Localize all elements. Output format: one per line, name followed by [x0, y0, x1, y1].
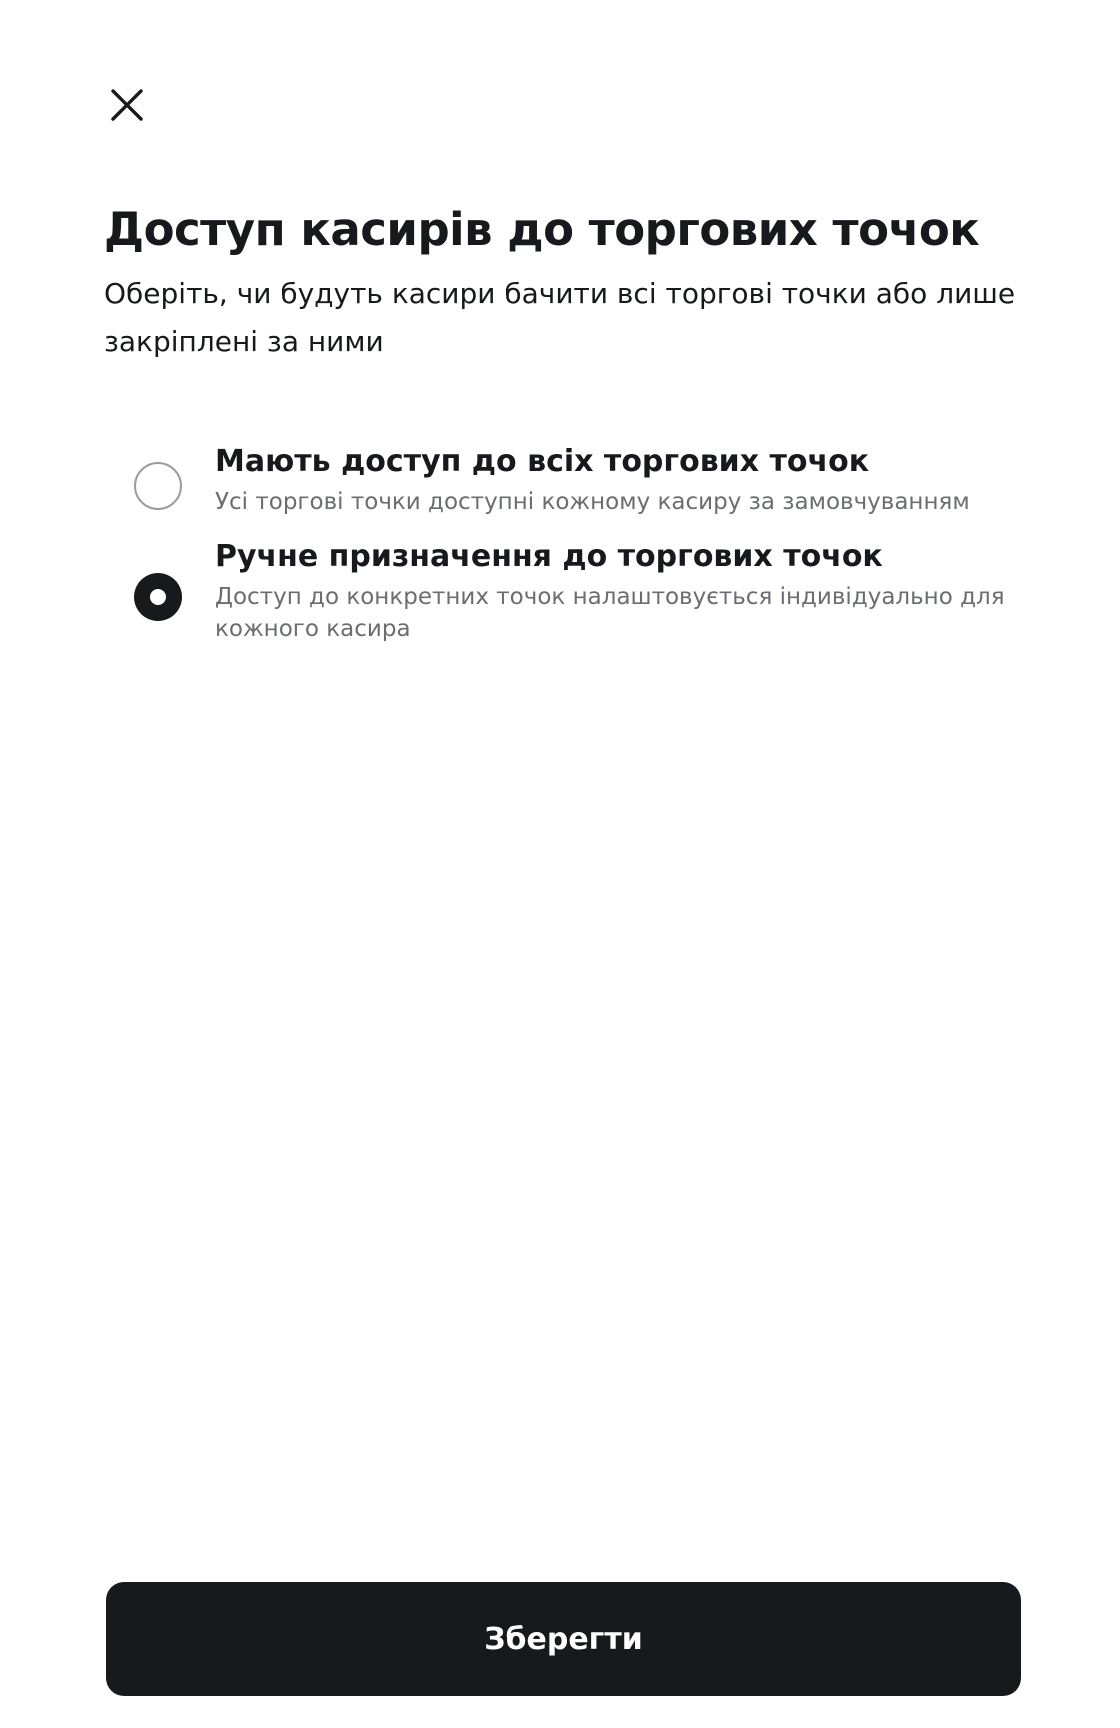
option-text [215, 440, 1045, 518]
close-button[interactable] [92, 70, 162, 140]
page-title: Доступ касирів до торгових точок [104, 203, 980, 256]
radio-dot [150, 589, 166, 605]
radio-unselected-icon[interactable] [134, 462, 182, 510]
option-description: Доступ до конкретних точок налаштовується індивідуально для кожного касира [215, 584, 1005, 642]
close-icon [110, 88, 144, 122]
option-title: Ручне призначення до торгових точок [215, 539, 883, 574]
save-button[interactable]: Зберегти [106, 1582, 1021, 1696]
radio-selected-icon[interactable] [134, 573, 182, 621]
option-description: Усі торгові точки доступні кожному касиру за замовчуванням [215, 489, 970, 515]
page-subtitle: Оберіть, чи будуть касири бачити всі торгові точки або лише закріплені за ними [104, 277, 1016, 358]
option-text [215, 535, 1045, 645]
option-title: Мають доступ до всіх торгових точок [215, 444, 870, 479]
